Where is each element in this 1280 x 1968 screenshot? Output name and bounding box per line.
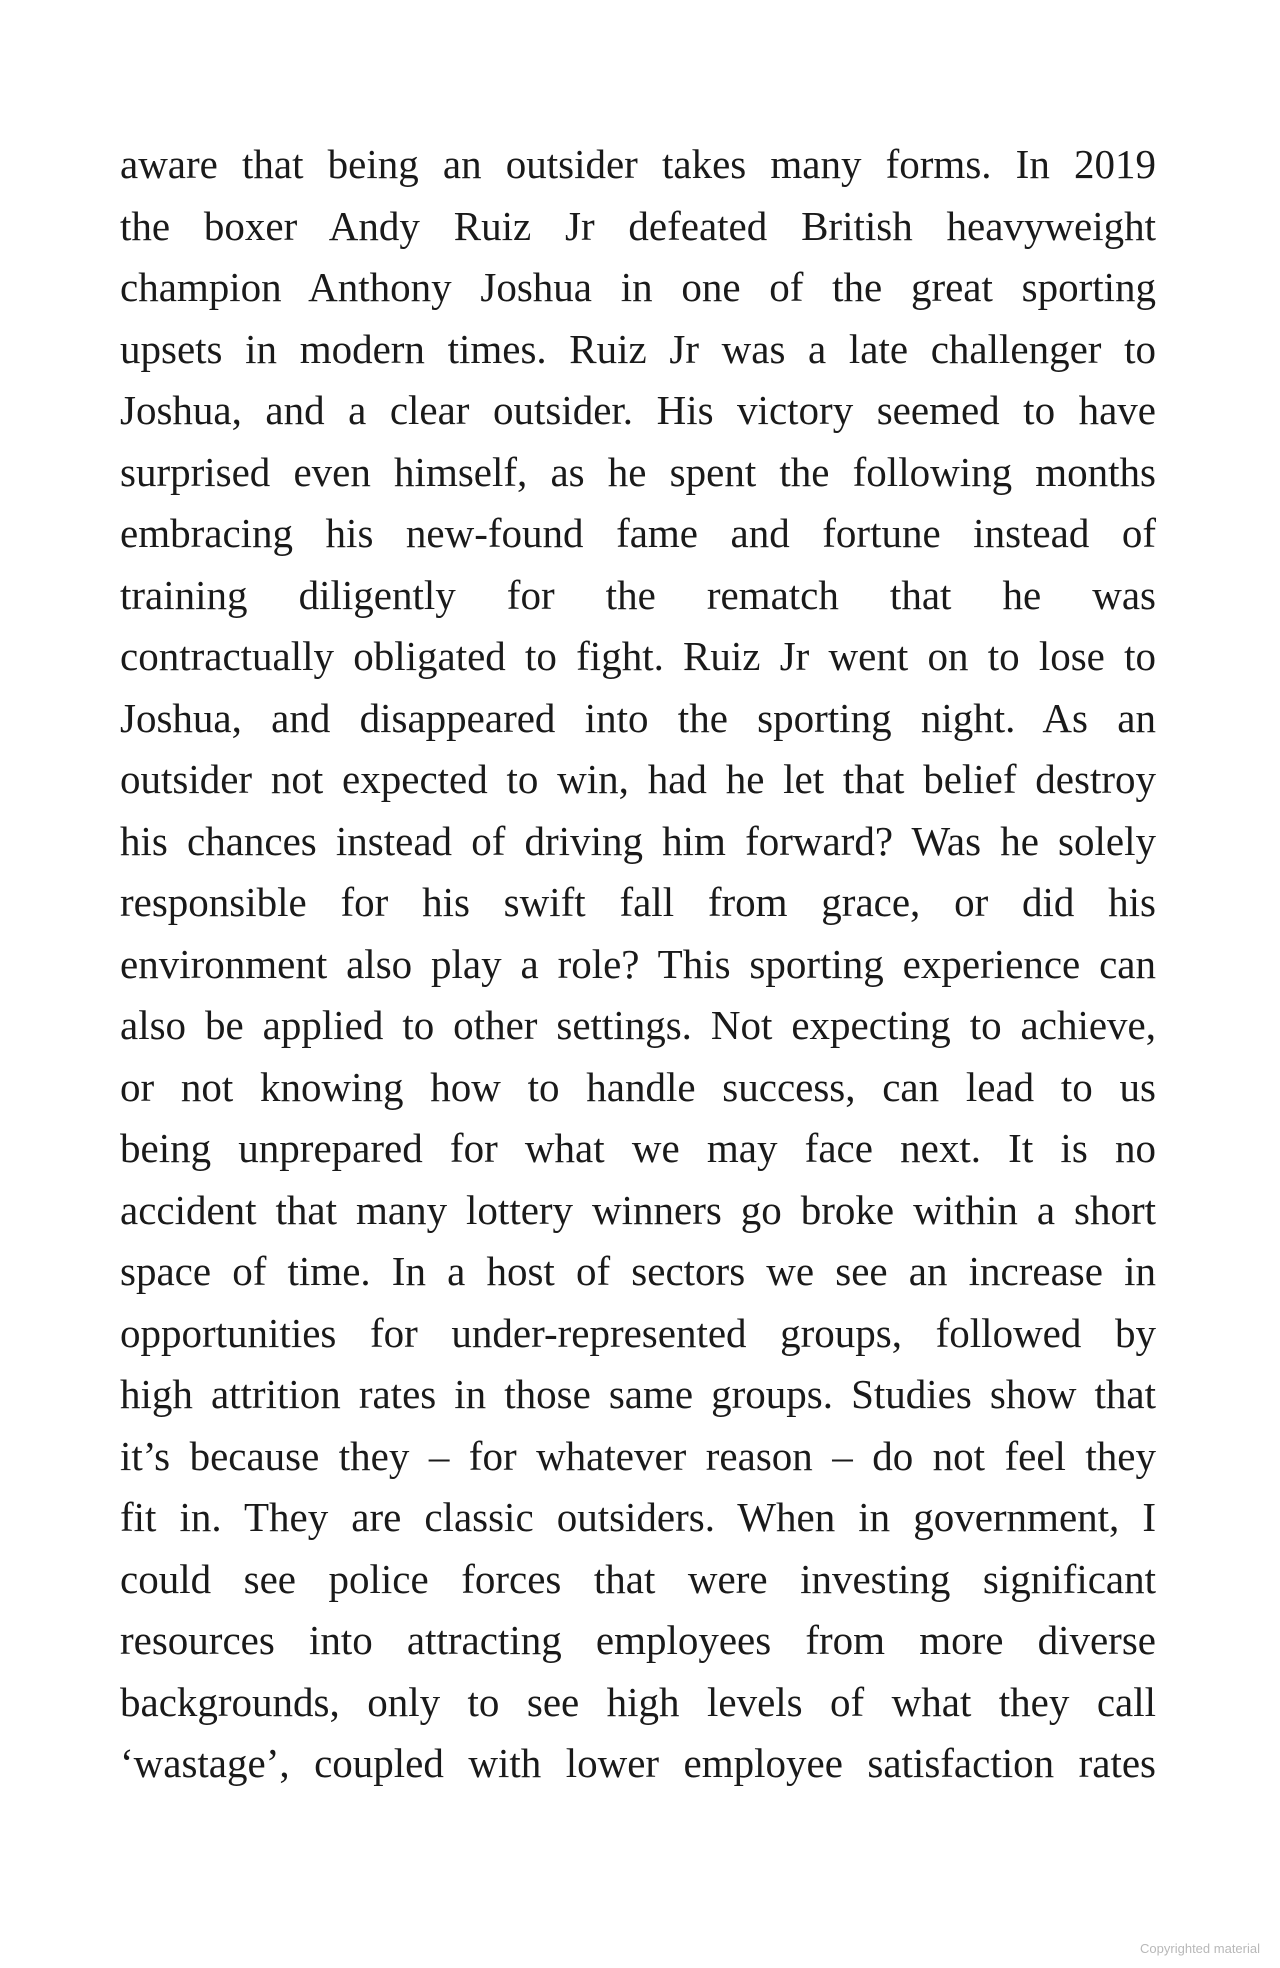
text-line: backgrounds, only to see high levels of what they call bbox=[120, 1678, 1156, 1725]
text-line: opportunities for under-represented groups, followed by bbox=[120, 1309, 1156, 1356]
text-line: accident that many lottery winners go broke within a short bbox=[120, 1186, 1156, 1233]
text-line: ‘wastage’, coupled with lower employee satisfaction rates bbox=[120, 1740, 1156, 1786]
text-line: champion Anthony Joshua in one of the great sporting bbox=[120, 264, 1156, 310]
text-line: aware that being an outsider takes many forms. In 2019 bbox=[120, 141, 1156, 187]
text-line: also be applied to other settings. Not expecting to achieve, bbox=[120, 1002, 1156, 1048]
text-line: being unprepared for what we may face next. It is no bbox=[120, 1125, 1156, 1171]
text-line: training diligently for the rematch that he was bbox=[120, 571, 1156, 618]
text-line: space of time. In a host of sectors we see an increase in bbox=[120, 1248, 1156, 1294]
text-line: contractually obligated to fight. Ruiz Jr went on to lose to bbox=[120, 633, 1156, 679]
text-line: or not knowing how to handle success, can lead to us bbox=[120, 1063, 1156, 1110]
text-line: it’s because they – for whatever reason – do not feel they bbox=[120, 1432, 1156, 1479]
text-line: environment also play a role? This sporting experience can bbox=[120, 940, 1156, 987]
text-line: fit in. They are classic outsiders. When in government, I bbox=[120, 1494, 1156, 1540]
copyright-watermark: Copyrighted material bbox=[1140, 1941, 1260, 1956]
text-line: responsible for his swift fall from grace, or did his bbox=[120, 879, 1156, 925]
text-line: the boxer Andy Ruiz Jr defeated British heavyweight bbox=[120, 202, 1156, 249]
text-line: high attrition rates in those same groups. Studies show that bbox=[120, 1371, 1156, 1417]
body-text bbox=[120, 134, 1156, 1795]
text-line: surprised even himself, as he spent the following months bbox=[120, 448, 1156, 495]
text-line: Joshua, and a clear outsider. His victory seemed to have bbox=[120, 387, 1156, 433]
text-line: Joshua, and disappeared into the sporting night. As an bbox=[120, 694, 1156, 741]
text-line: upsets in modern times. Ruiz Jr was a late challenger to bbox=[120, 325, 1156, 372]
text-line: outsider not expected to win, had he let that belief destroy bbox=[120, 756, 1156, 802]
text-line: resources into attracting employees from more diverse bbox=[120, 1617, 1156, 1663]
text-line: could see police forces that were investing significant bbox=[120, 1555, 1156, 1602]
text-line: embracing his new-found fame and fortune instead of bbox=[120, 510, 1156, 556]
text-line: his chances instead of driving him forward? Was he solely bbox=[120, 817, 1156, 864]
